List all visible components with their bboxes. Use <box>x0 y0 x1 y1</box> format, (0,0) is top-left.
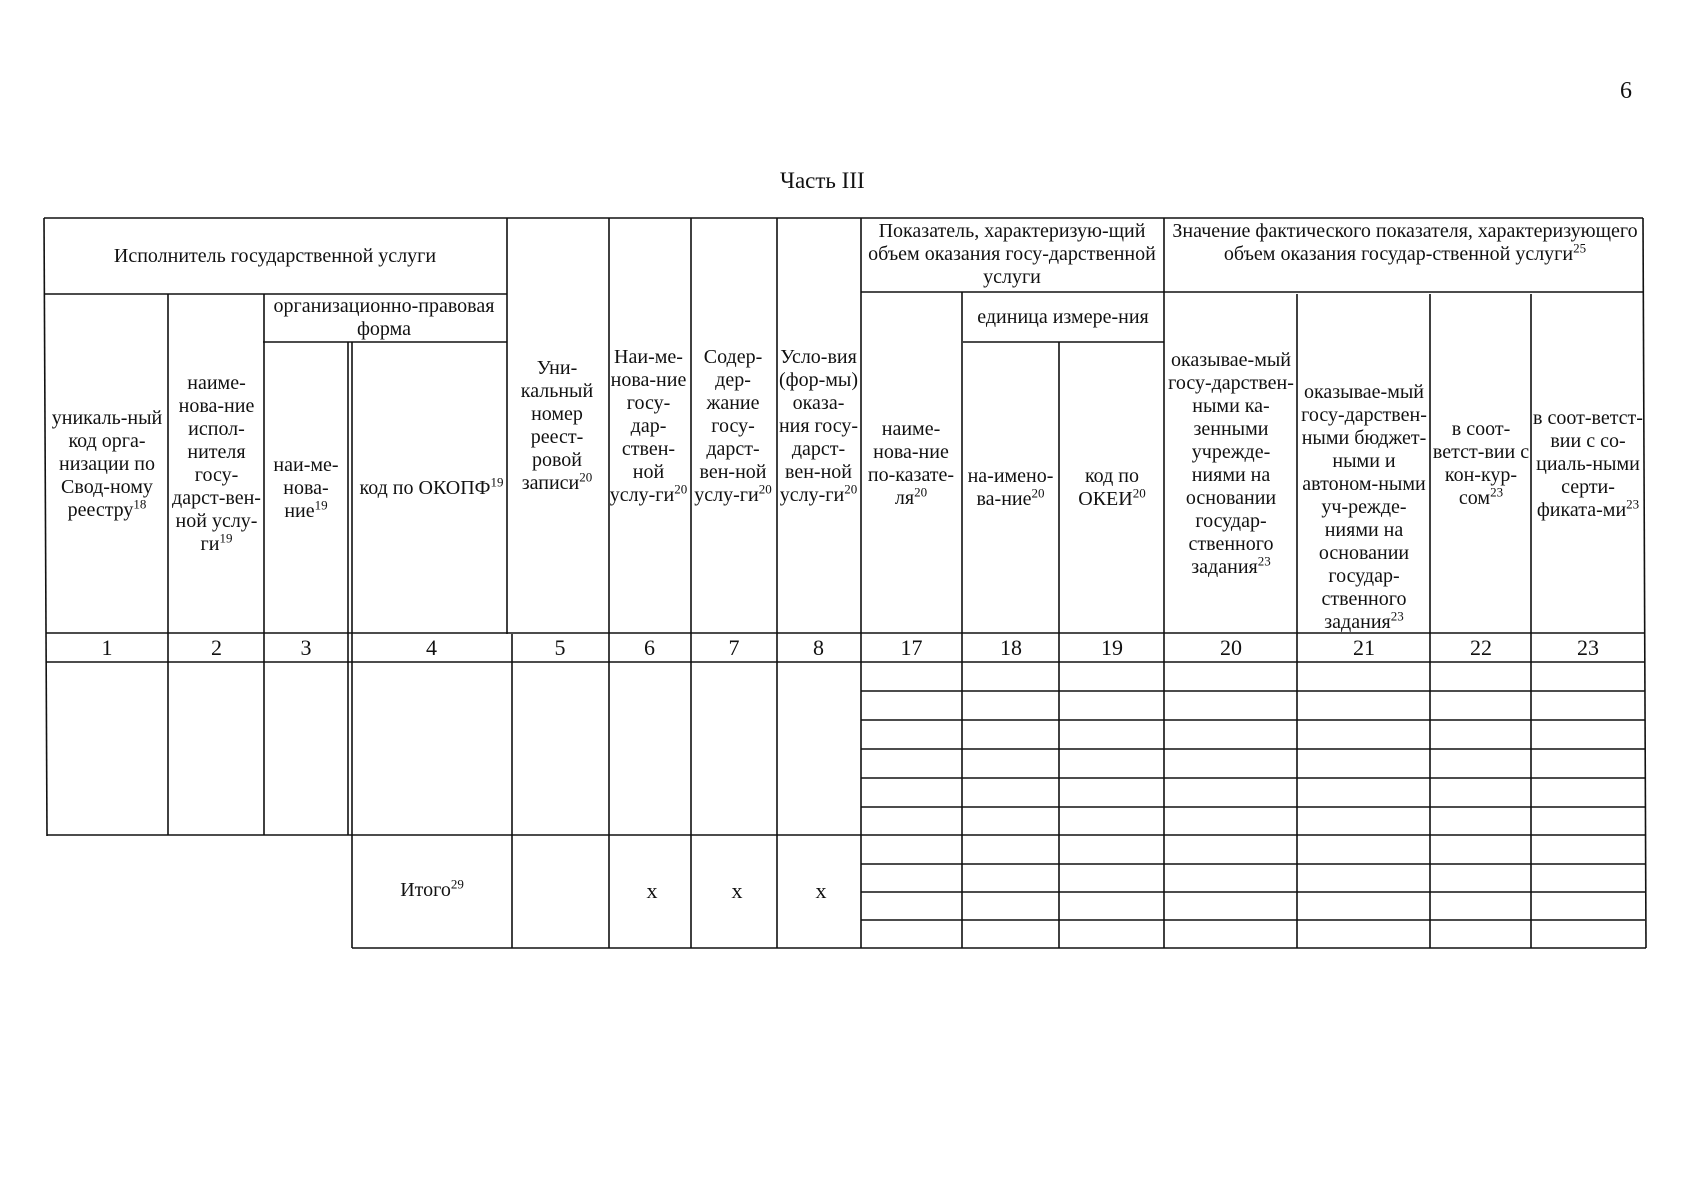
header-actual-value: Значение фактического показателя, характеризующего объем оказания государ-ственной услуги$^{25}$ <box>1172 220 1638 265</box>
col-17-header: наиме-нова-ние $по-казате-ля^{20}$ <box>867 418 955 509</box>
footnote-ref: 20 <box>758 480 772 496</box>
col-number: 3 <box>300 635 312 660</box>
header-unit: единица измере-ния <box>977 305 1149 328</box>
footnote-ref: 23 <box>1626 495 1640 511</box>
col-1-header: уникаль-ный код орга-низации по Свод-ному реестру$^{18}$ <box>51 406 163 521</box>
footnote-ref: 20 <box>674 480 688 496</box>
footnote-ref: 20 <box>844 480 858 496</box>
col-number: 19 <box>1101 635 1123 660</box>
footnote-ref: 18 <box>133 495 147 511</box>
col-number: 8 <box>813 635 824 660</box>
col-7-header: Содер-дер-жание госу-дарст-вен-ной услу-$ги^{20}$ <box>694 345 772 506</box>
header-volume-indicator: Показатель, характеризую-щий объем оказания госу-дарственной услуги <box>868 220 1156 288</box>
col-23-header: в соот-ветст-вии с со-циаль-ными серти-$фиката-ми^{23}$ <box>1533 406 1643 521</box>
total-mark-col-8: х <box>815 877 827 903</box>
page-number: 6 <box>1620 78 1632 104</box>
col-number: 7 <box>728 635 740 660</box>
col-8-header: Усло-вия (фор-мы) оказа-ния госу-дарст-вен-ной услу-$ги^{20}$ <box>778 345 859 506</box>
footnote-ref: 20 <box>1031 485 1045 501</box>
header-org-form: организационно-правовая форма <box>273 295 495 340</box>
col-number: 4 <box>426 635 437 660</box>
total-label: Итого$^{29}$ <box>400 875 464 901</box>
col-22-header: в соот-ветст-вии с кон-кур-сом$^{23}$ <box>1432 418 1530 509</box>
col-number: 2 <box>211 635 222 660</box>
col-6-header: Наи-ме-нова-ние госу-дар-ствен-ной услу-$ги^{20}$ <box>609 345 688 506</box>
col-number: 20 <box>1220 635 1242 660</box>
col-20-header: оказывае-мый госу-дарствен-ными ка-зенными учрежде-ниями на основании государ-ственного задания$^{23}$ <box>1168 349 1294 578</box>
footnote-ref: 23 <box>1490 484 1504 500</box>
col-number: 5 <box>554 635 566 660</box>
footnote-ref: 25 <box>1573 240 1587 256</box>
footnote-ref: 23 <box>1257 553 1271 569</box>
header-executor: Исполнитель государственной услуги <box>113 244 437 267</box>
footnote-ref: 20 <box>579 469 593 485</box>
footnote-ref: 19 <box>490 473 504 489</box>
col-number: 23 <box>1577 635 1599 660</box>
part-title: Часть III <box>780 168 865 193</box>
col-5-header: Уни-кальный номер реест-ровой записи$^{20}$ <box>520 357 594 494</box>
col-number: 22 <box>1470 635 1492 660</box>
col-2-header: наиме-нова-ние испол-нителя госу-дарст-вен-ной услу-$ги^{19}$ <box>172 372 261 555</box>
footnote-ref: 29 <box>450 875 464 891</box>
col-number: 6 <box>644 635 655 660</box>
col-number: 1 <box>101 635 113 660</box>
footnote-ref: 19 <box>219 530 233 546</box>
footnote-ref: 20 <box>914 484 928 500</box>
footnote-ref: 19 <box>314 496 328 512</box>
col-number: 17 <box>900 635 923 660</box>
total-mark-col-7: х <box>731 877 743 903</box>
col-21-header: оказывае-мый госу-дарствен-ными бюджет-ными и автоном-ными уч-режде-ниями на основании государ-ственного задания$^{23}$ <box>1301 381 1427 633</box>
col-19-header: код по ОКЕИ$^{20}$ <box>1078 465 1146 510</box>
total-mark-col-6: х <box>646 877 658 903</box>
footnote-ref: 20 <box>1132 485 1146 501</box>
col-number: 18 <box>1000 635 1022 660</box>
col-3-header: наи-ме-нова-ние$^{19}$ <box>273 453 339 522</box>
col-18-header: на-имено-ва-ние$^{20}$ <box>967 465 1054 510</box>
col-number: 21 <box>1353 635 1375 660</box>
col-4-header: код по ОКОПФ$^{19}$ <box>359 473 504 499</box>
footnote-ref: 23 <box>1390 608 1404 624</box>
